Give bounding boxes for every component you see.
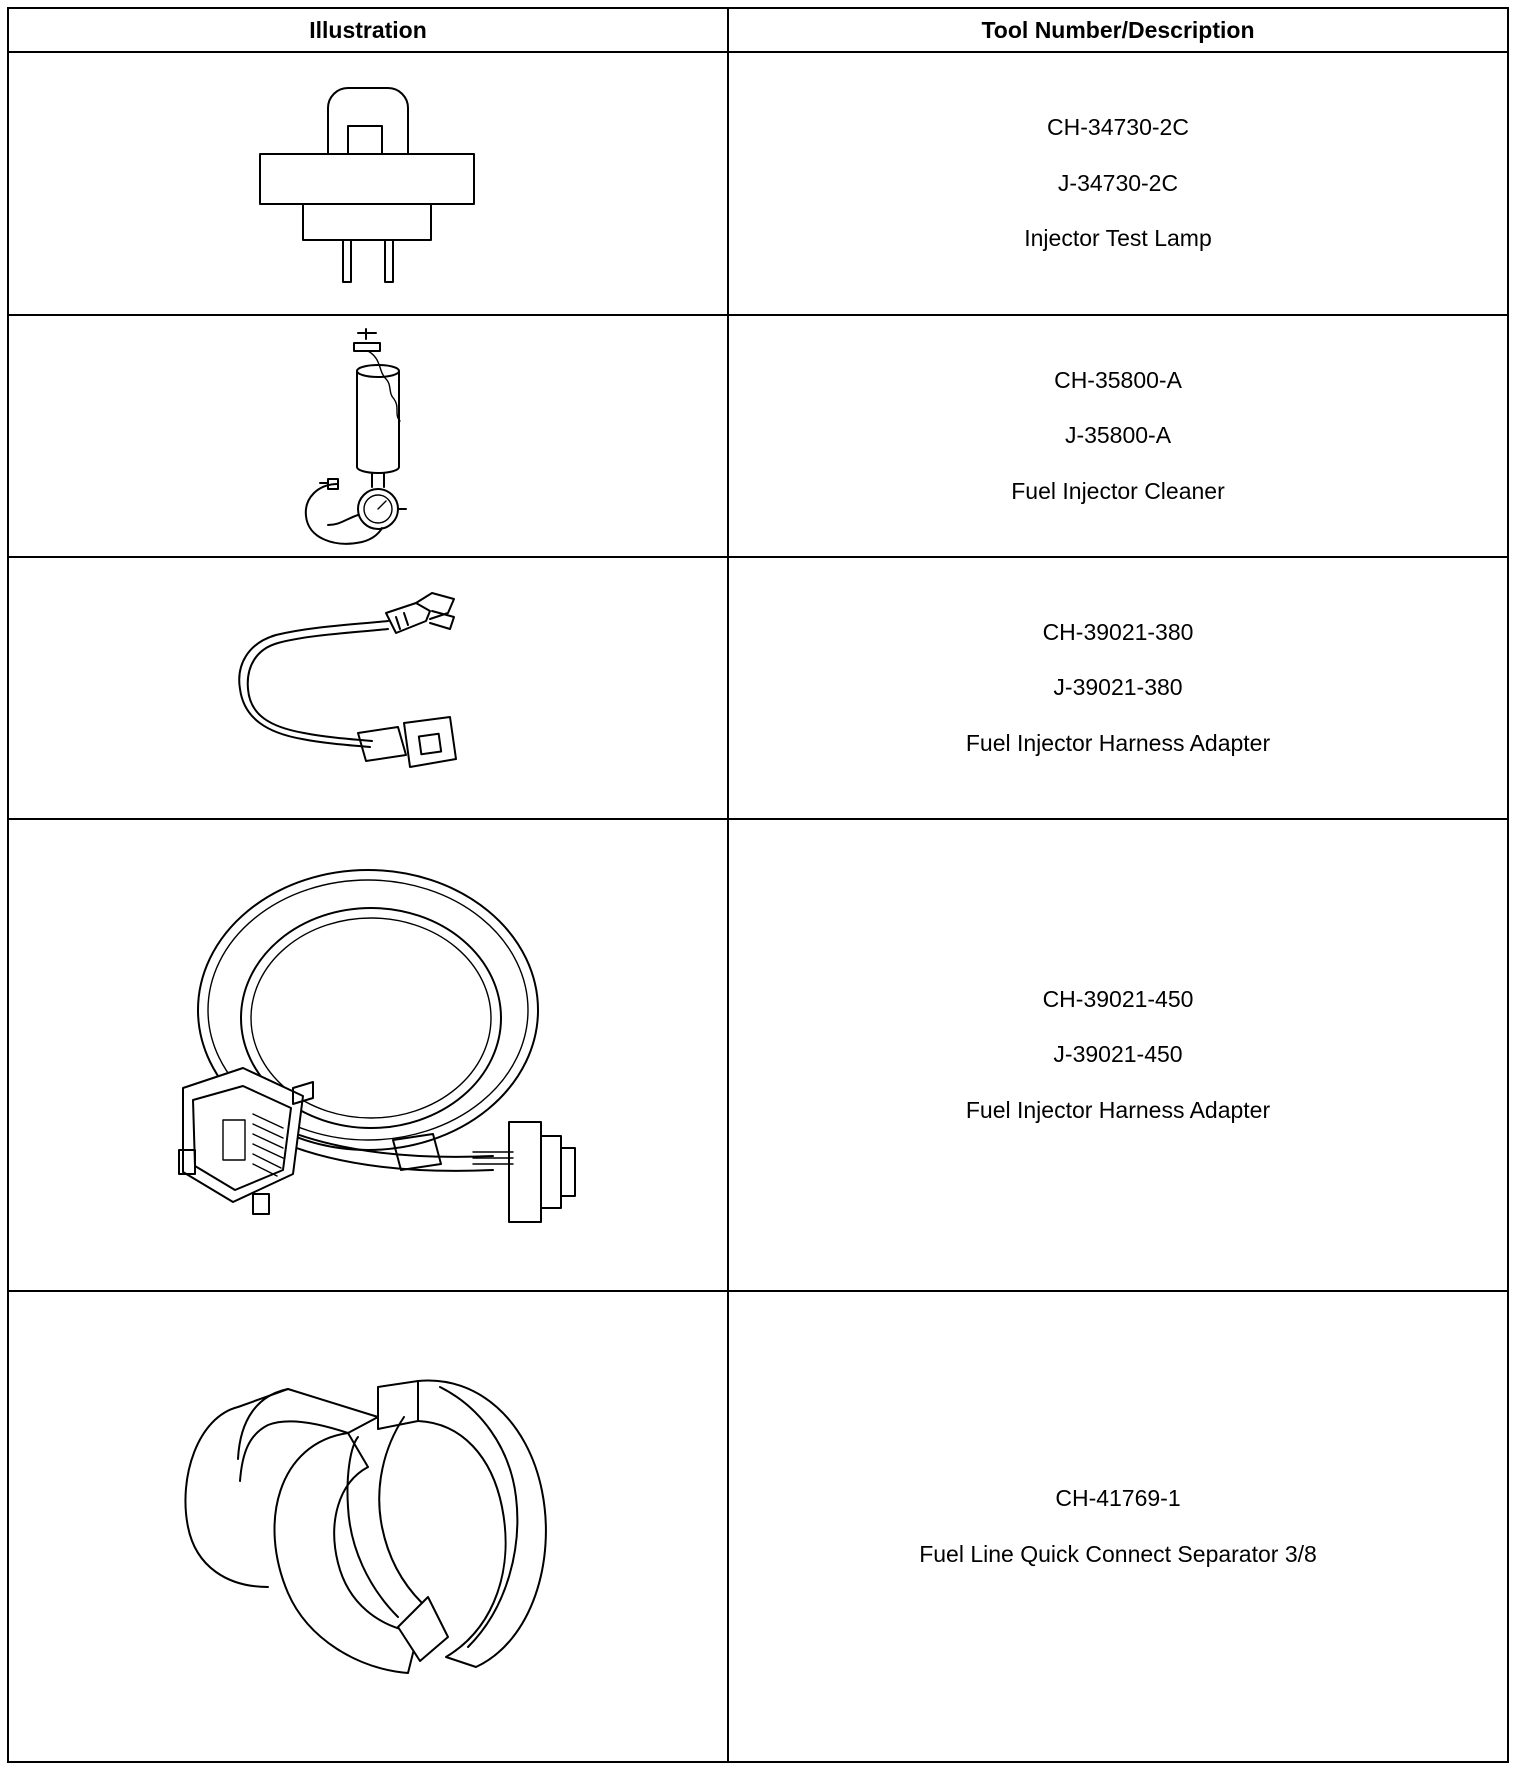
illustration-cell bbox=[8, 557, 728, 819]
tool-number-ch: CH-41769-1 bbox=[1055, 1484, 1181, 1511]
tool-number-ch: CH-35800-A bbox=[1054, 366, 1182, 393]
tool-number-ch: CH-39021-380 bbox=[1042, 618, 1194, 645]
tool-header: Tool Number/Description bbox=[728, 8, 1508, 52]
illustration-cell bbox=[8, 315, 728, 557]
tool-description: Fuel Line Quick Connect Separator 3/8 bbox=[919, 1540, 1317, 1567]
tool-description-cell bbox=[728, 1291, 1508, 1762]
table-row bbox=[8, 819, 1508, 1291]
illustration-cell bbox=[8, 819, 728, 1291]
tool-description: Fuel Injector Harness Adapter bbox=[965, 1096, 1271, 1123]
table-row bbox=[8, 1291, 1508, 1762]
tool-description-cell bbox=[728, 557, 1508, 819]
tool-description: Injector Test Lamp bbox=[1024, 225, 1212, 252]
table-row bbox=[8, 52, 1508, 315]
injector-test-lamp-icon bbox=[248, 84, 488, 284]
harness-adapter-380-icon bbox=[238, 583, 498, 793]
illustration-header: Illustration bbox=[8, 8, 728, 52]
illustration-cell bbox=[8, 1291, 728, 1762]
tool-description-cell bbox=[728, 52, 1508, 315]
special-tools-table bbox=[7, 7, 1509, 1763]
table-row bbox=[8, 315, 1508, 557]
tool-description-cell bbox=[728, 315, 1508, 557]
fuel-injector-cleaner-icon bbox=[268, 321, 468, 551]
header-row bbox=[8, 8, 1508, 52]
tool-number-j: J-34730-2C bbox=[1057, 169, 1179, 196]
tool-number-j: J-35800-A bbox=[1064, 422, 1172, 449]
table-row bbox=[8, 557, 1508, 819]
tool-number-j: J-39021-450 bbox=[1053, 1041, 1183, 1068]
tool-description-cell bbox=[728, 819, 1508, 1291]
tool-number-j: J-39021-380 bbox=[1053, 674, 1183, 701]
illustration-cell bbox=[8, 52, 728, 315]
harness-adapter-450-icon bbox=[153, 860, 583, 1250]
tool-number-ch: CH-39021-450 bbox=[1042, 985, 1194, 1012]
tool-description: Fuel Injector Cleaner bbox=[1011, 477, 1225, 504]
tool-description: Fuel Injector Harness Adapter bbox=[965, 729, 1271, 756]
tool-number-ch: CH-34730-2C bbox=[1047, 114, 1189, 141]
quick-connect-separator-icon bbox=[168, 1357, 568, 1697]
